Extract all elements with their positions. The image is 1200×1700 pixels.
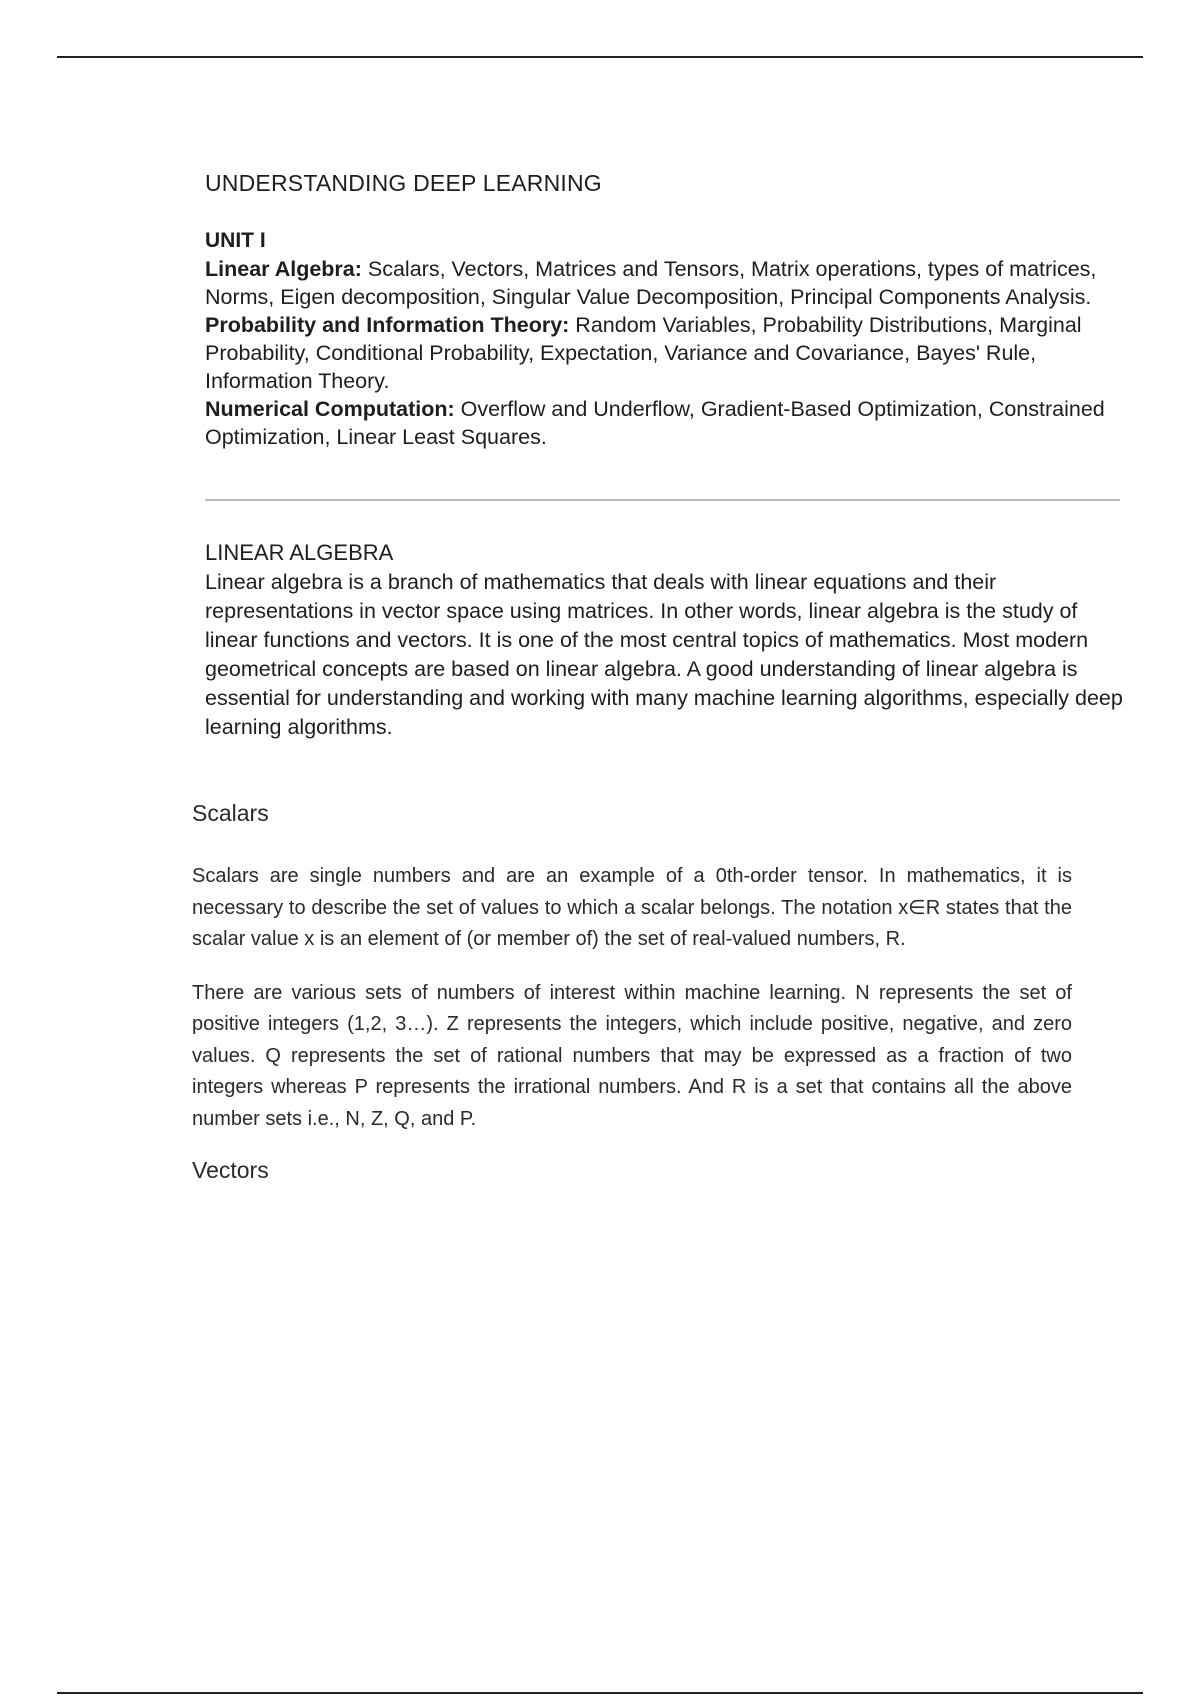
top-rule xyxy=(57,56,1143,58)
syllabus-item-text: Random Variables, Probability Distributions, Marginal Probability, Conditional Probability, Expectation, Variance and Covariance, Bayes' Rule, Information Theory. xyxy=(205,313,1082,393)
scalars-heading: Scalars xyxy=(192,800,269,826)
bottom-rule xyxy=(57,1692,1143,1694)
document-title: UNDERSTANDING DEEP LEARNING xyxy=(205,170,602,196)
notes-section xyxy=(192,800,1072,1184)
syllabus-item-numerical xyxy=(205,395,1125,451)
unit-label: UNIT I xyxy=(205,229,266,252)
syllabus-item-text: Scalars, Vectors, Matrices and Tensors, Matrix operations, types of matrices, Norms, Eigen decomposition, Singular Value Decomposition, Principal Components Analysis. xyxy=(205,257,1097,309)
syllabus-item-label: Probability and Information Theory: xyxy=(205,313,570,337)
scalars-paragraph-1: Scalars are single numbers and are an example of a 0th-order tensor. In mathematics, it is necessary to describe the set of values to which a scalar belongs. The notation x∈R states that the scalar value x is an element of (or member of) the set of real-valued numbers, R. xyxy=(192,865,1072,950)
linear-algebra-section xyxy=(205,540,1125,742)
vectors-heading: Vectors xyxy=(192,1157,269,1183)
linear-algebra-body: Linear algebra is a branch of mathematics that deals with linear equations and their representations in vector space using matrices. In other words, linear algebra is the study of linear functions and vectors. It is one of the most central topics of mathematics. Most modern geometrical concepts are based on linear algebra. A good understanding of linear algebra is essential for understanding and working with many machine learning algorithms, especially deep learning algorithms. xyxy=(205,570,1123,739)
section-divider xyxy=(205,499,1120,501)
syllabus-item-label: Numerical Computation: xyxy=(205,397,455,421)
syllabus-item-linear-algebra xyxy=(205,255,1125,311)
syllabus-item-text: Overflow and Underflow, Gradient-Based Optimization, Constrained Optimization, Linear Least Squares. xyxy=(205,397,1105,449)
scalars-paragraph-2: There are various sets of numbers of interest within machine learning. N represents the set of positive integers (1,2, 3…). Z represents the integers, which include positive, negative, and zero values. Q represents the set of rational numbers that may be expressed as a fraction of two integers whereas P represents the irrational numbers. And R is a set that contains all the above number sets i.e., N, Z, Q, and P. xyxy=(192,981,1072,1130)
syllabus-item-label: Linear Algebra: xyxy=(205,257,362,281)
syllabus-item-probability xyxy=(205,311,1125,395)
linear-algebra-heading: LINEAR ALGEBRA xyxy=(205,540,394,565)
syllabus-section xyxy=(205,170,1125,451)
